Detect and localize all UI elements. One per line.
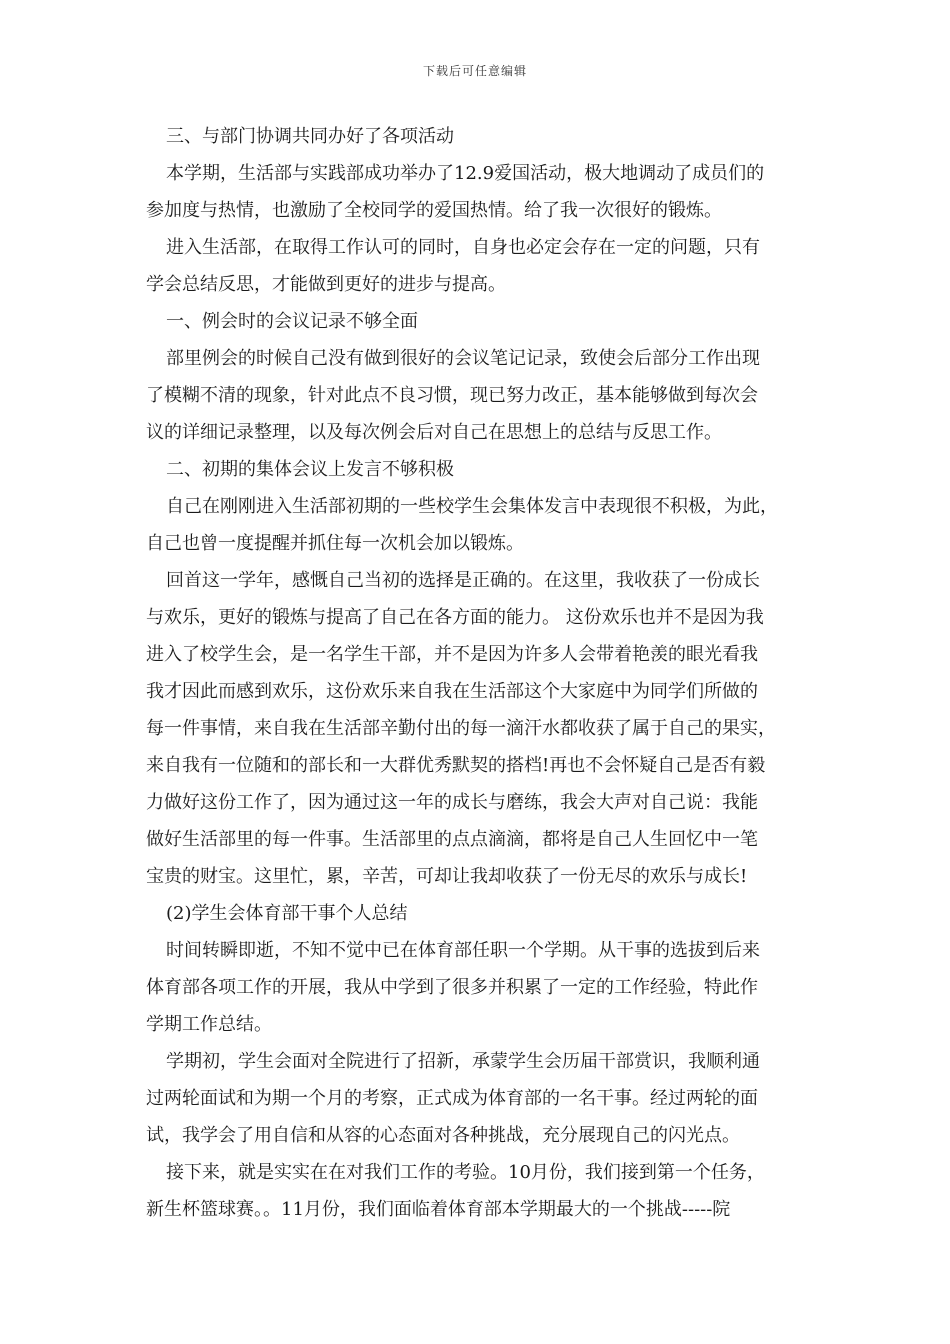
text-line: 二、初期的集体会议上发言不够积极 <box>166 459 454 480</box>
page-header: 下载后可任意编辑 <box>422 64 527 78</box>
text-line: 自己在刚刚进入生活部初期的一些校学生会集体发言中表现很不积极，为此， <box>166 496 778 517</box>
text-line: 做好生活部里的每一件事。生活部里的点点滴滴，都将是自己人生回忆中一笔 <box>146 829 758 850</box>
text-line: 来自我有一位随和的部长和一大群优秀默契的搭档!再也不会怀疑自己是否有毅 <box>146 755 766 776</box>
text-line: 参加度与热情，也激励了全校同学的爱国热情。给了我一次很好的锻炼。 <box>146 200 722 221</box>
text-line: 力做好这份工作了，因为通过这一年的成长与磨练，我会大声对自己说：我能 <box>146 792 758 813</box>
text-line: 自己也曾一度提醒并抓住每一次机会加以锻炼。 <box>146 533 524 554</box>
text-line: 试，我学会了用自信和从容的心态面对各种挑战，充分展现自己的闪光点。 <box>146 1125 740 1146</box>
text-line: 新生杯篮球赛。。11月份，我们面临着体育部本学期最大的一个挑战-----院 <box>146 1199 731 1220</box>
text-line: 体育部各项工作的开展，我从中学到了很多并积累了一定的工作经验，特此作 <box>146 977 758 998</box>
text-line: 与欢乐，更好的锻炼与提高了自己在各方面的能力。 这份欢乐也并不是因为我 <box>146 607 764 628</box>
text-line: 学会总结反思，才能做到更好的进步与提高。 <box>146 274 506 295</box>
text-line: 部里例会的时候自己没有做到很好的会议笔记记录，致使会后部分工作出现 <box>166 348 760 369</box>
text-line: 接下来，就是实实在在对我们工作的考验。10月份，我们接到第一个任务， <box>166 1162 765 1183</box>
text-line: 了模糊不清的现象，针对此点不良习惯，现已努力改正，基本能够做到每次会 <box>146 385 758 406</box>
text-line: 时间转瞬即逝，不知不觉中已在体育部任职一个学期。从干事的选拔到后来 <box>166 940 760 961</box>
text-line: 宝贵的财宝。这里忙，累，辛苦，可却让我却收获了一份无尽的欢乐与成长! <box>146 866 748 887</box>
document-body <box>146 118 810 1228</box>
text-line: 进入了校学生会，是一名学生干部，并不是因为许多人会带着艳羡的眼光看我 <box>146 644 758 665</box>
text-line: 议的详细记录整理，以及每次例会后对自己在思想上的总结与反思工作。 <box>146 422 722 443</box>
text-line: 学期工作总结。 <box>146 1014 272 1035</box>
text-line: 一、例会时的会议记录不够全面 <box>166 311 418 332</box>
text-line: 学期初，学生会面对全院进行了招新，承蒙学生会历届干部赏识，我顺利通 <box>166 1051 760 1072</box>
text-line: 回首这一学年，感慨自己当初的选择是正确的。在这里，我收获了一份成长 <box>166 570 760 591</box>
text-line: 本学期，生活部与实践部成功举办了12.9爱国活动，极大地调动了成员们的 <box>166 163 765 184</box>
text-line: 进入生活部，在取得工作认可的同时，自身也必定会存在一定的问题，只有 <box>166 237 760 258</box>
text-line: (2)学生会体育部干事个人总结 <box>166 903 408 924</box>
text-line: 每一件事情，来自我在生活部辛勤付出的每一滴汗水都收获了属于自己的果实， <box>146 718 776 739</box>
text-line: 过两轮面试和为期一个月的考察，正式成为体育部的一名干事。经过两轮的面 <box>146 1088 758 1109</box>
text-line: 我才因此而感到欢乐，这份欢乐来自我在生活部这个大家庭中为同学们所做的 <box>146 681 758 702</box>
text-line: 三、与部门协调共同办好了各项活动 <box>166 126 454 147</box>
